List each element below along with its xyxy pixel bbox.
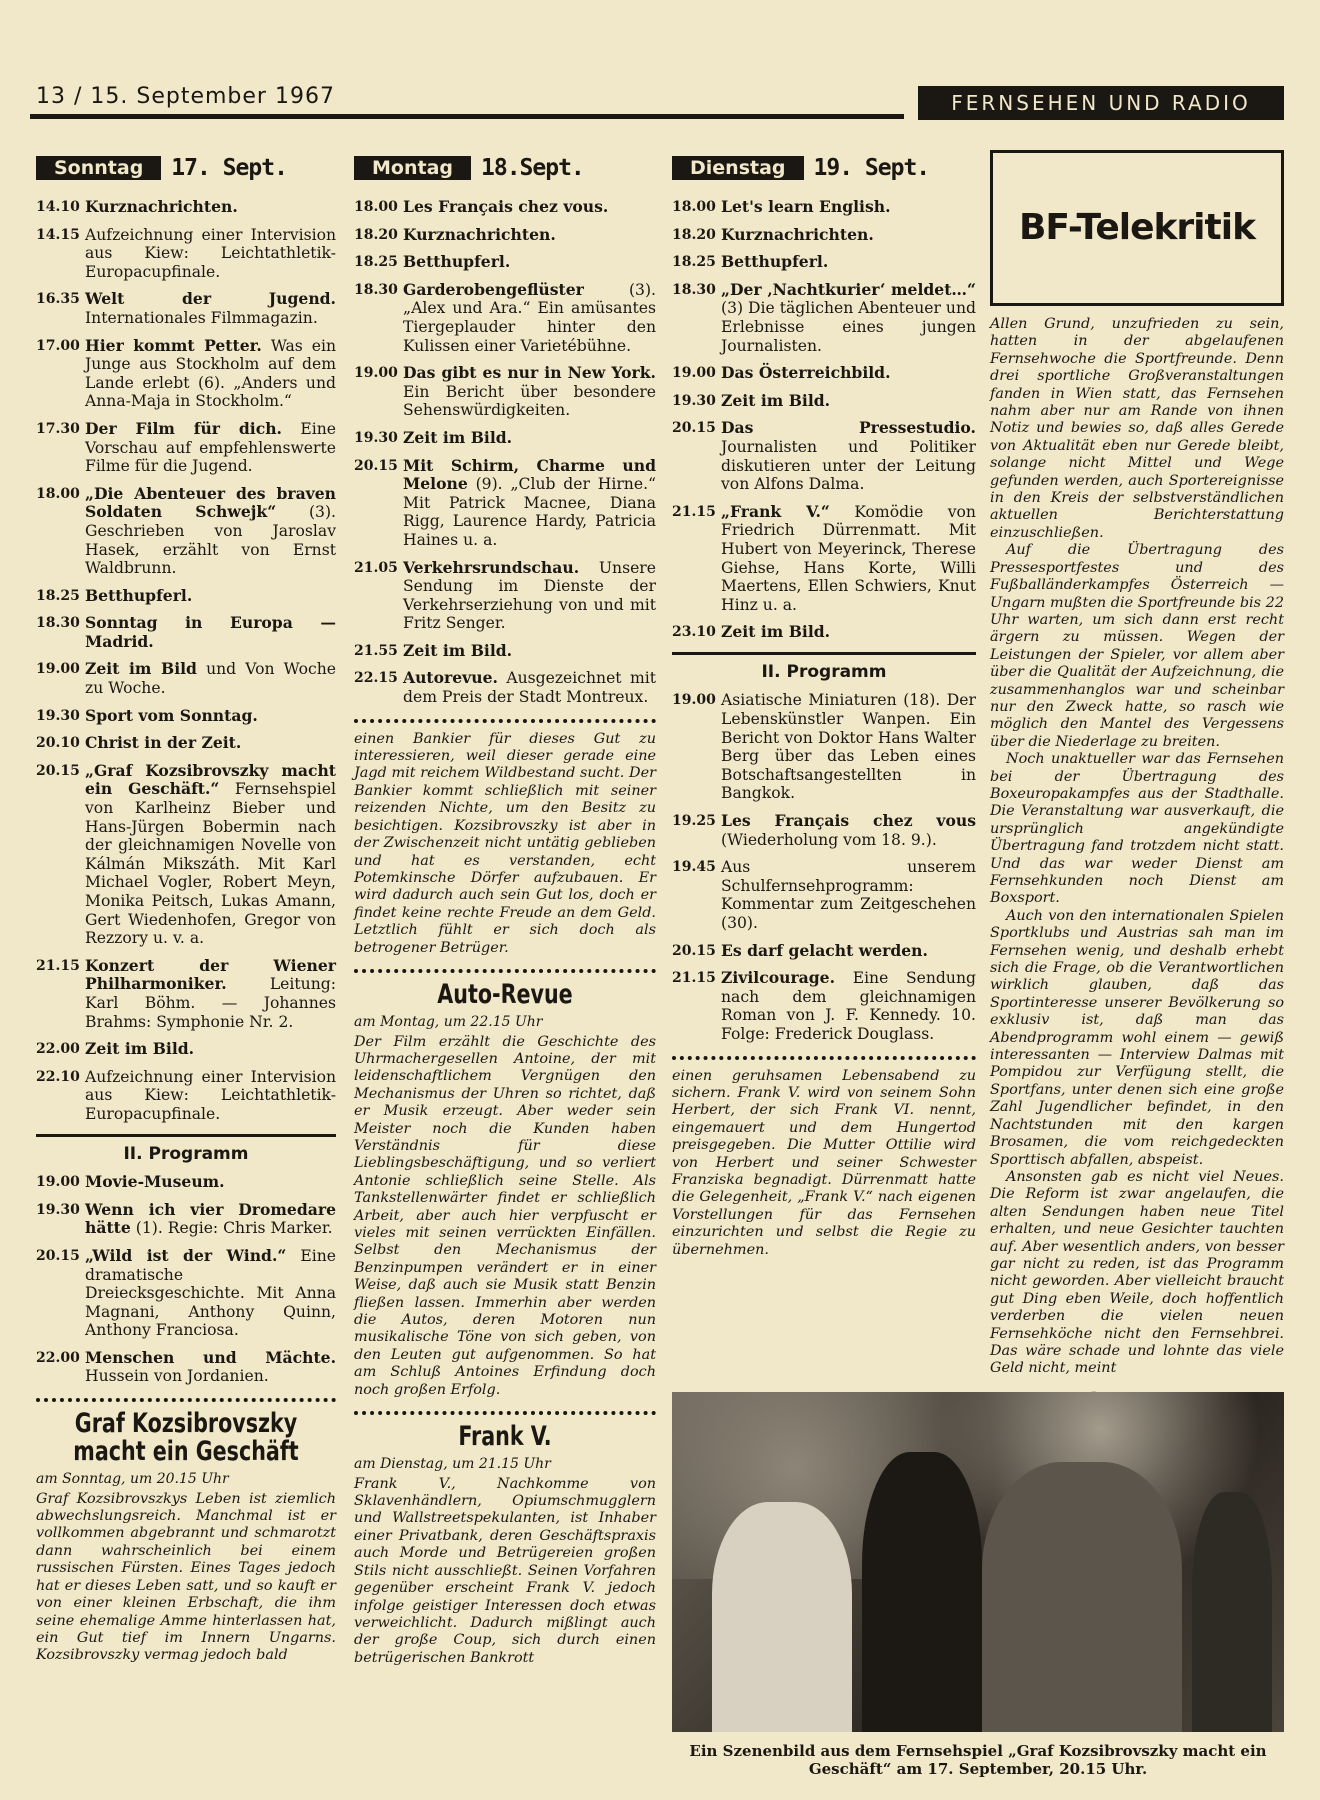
- program-title: Das gibt es nur in New York.: [403, 363, 656, 383]
- program-description: [721, 503, 976, 615]
- program-title: Welt der Jugend.: [85, 289, 336, 309]
- day-badge: Dienstag: [672, 156, 804, 181]
- program-title: Das Pressestudio.: [721, 418, 976, 438]
- program-title: Kurznachrichten.: [403, 224, 556, 244]
- program-description: [721, 226, 976, 245]
- telekritik-paragraph: Auch von den internationalen Spielen Sportklubs und Austrias sah man im Fernsehen wenig, und deshalb erhebt sich die Frage, ob die Verantwortlichen wirklich glauben, daß das Sportinteresse unserer Bevölkerung so exklusiv ist, daß man das Abendprogramm wohl einem — gewiß interessanten — Interview Dalmas mit Pompidou zur Verfügung stellt, die Sportfans, unter denen sich eine große Zahl Jugendlicher befindet, in den Nachtstunden mit den kargen Brosamen, die vom reichgedeckten Sporttisch abfallen, abspeist.: [990, 907, 1284, 1168]
- article-continuation-graf: einen Bankier für dieses Gut zu interessieren, weil dieser gerade eine Jagd mit reichem Wildbestand sucht. Der Bankier kommt schließlich mit seiner reizenden Nichte, um den Besitz zu besichtigen. Kozsibrovszky ist aber in der Zwischenzeit nicht untätig geblieben und hat es verstanden, echt Potemkinsche Dörfer aufzubauen. Er wird dadurch auch sein Gut los, doch er findet keine rechte Freude an dem Geld. Letztlich fühlt er sich doch als betrogener Betrüger.: [354, 730, 656, 956]
- program-time: 19.00: [36, 661, 80, 678]
- program-title: Zeit im Bild.: [85, 1039, 195, 1059]
- program-description: [85, 226, 336, 282]
- program-entry: [36, 1040, 336, 1059]
- program-title: „Die Abenteuer des braven Soldaten Schwejk“: [85, 483, 336, 522]
- program-description: [403, 198, 656, 217]
- program-description: [85, 734, 336, 753]
- program-description: [85, 337, 336, 411]
- program-time: 19.00: [36, 1174, 80, 1191]
- program-details: Was ein Junge aus Stockholm auf dem Lande erlebt (6). „Anders und Anna-Maja in Stockholm.“: [85, 336, 337, 411]
- dotted-divider: [354, 969, 656, 973]
- program-description: [403, 364, 656, 420]
- program-description: [403, 253, 656, 272]
- program-title: Let's learn English.: [721, 197, 891, 216]
- program-time: 18.20: [354, 226, 398, 243]
- program-time: 17.30: [36, 420, 80, 437]
- program-time: 21.15: [36, 957, 80, 974]
- article-dateline-frank: am Dienstag, um 21.15 Uhr: [354, 1456, 551, 1473]
- program-details: Aufzeichnung einer Intervision aus Kiew: Leichtathletik-Europacupfinale.: [85, 1067, 336, 1123]
- program-title: „Der ‚Nachtkurier‘ meldet…“: [721, 279, 976, 299]
- program-title: „Frank V.“: [721, 501, 830, 521]
- program-title: Betthupferl.: [403, 252, 511, 272]
- program-time: 22.15: [354, 670, 398, 687]
- program-entry: [36, 734, 336, 753]
- program-time: 19.30: [672, 392, 716, 409]
- program-title: Betthupferl.: [721, 252, 829, 272]
- program-description: [85, 290, 336, 327]
- program-entry: [672, 281, 976, 355]
- program-entry: [36, 660, 336, 697]
- article-continuation-frank: einen geruhsamen Lebensabend zu sichern. Frank V. wird von seinem Sohn Herbert, der sich Frank VI. nennt, eingemauert und dem Hungertod preisgegeben. Die Mutter Ottilie wird von Herbert und seiner Schwester Franziska begnadigt. Dürrenmatt hatte die Gelegenheit, „Frank V.“ nach eigenen Vorstellungen für das Fernsehen einzurichten und selbst die Regie zu übernehmen.: [672, 1067, 976, 1258]
- program-entry: [354, 642, 656, 661]
- telekritik-paragraph: Ansonsten gab es nicht viel Neues. Die Reform ist zwar angelaufen, die alten Sendungen haben neue Titel erhalten, und neue Gesichter tauchten auf. Aber wesentlich anders, von besser gar nicht zu reden, ist das Programm nicht geworden. Aber vielleicht braucht gut Ding eben Weile, doch hoffentlich verderben die vielen neuen Fernsehköche nicht den Fernsehbrei. Das wäre schade und lohnte das viele Geld nicht, meint: [990, 1168, 1284, 1377]
- program-time: 21.05: [354, 559, 398, 576]
- program-details: Eine Vorschau auf empfehlenswerte Filme für die Jugend.: [85, 419, 336, 476]
- program-time: 19.00: [354, 365, 398, 382]
- program-entry: [36, 337, 336, 411]
- program-description: [721, 691, 976, 803]
- photo-caption: Ein Szenenbild aus dem Fernsehspiel „Graf Kozsibrovszky macht ein Geschäft“ am 17. September, 20.15 Uhr.: [689, 1742, 1267, 1778]
- program-details: Hussein von Jordanien.: [85, 1367, 269, 1386]
- program-details: (9). „Club der Hirne.“ Mit Patrick Macnee, Diana Rigg, Laurence Hardy, Patricia Haines u. a.: [403, 475, 656, 549]
- dotted-divider: [672, 1056, 976, 1060]
- program-description: [721, 419, 976, 493]
- header-rule: [30, 114, 904, 119]
- program-description: [85, 762, 336, 948]
- article-text-auto: Der Film erzählt die Geschichte des Uhrmachergesellen Antoine, der mit leidenschaftlichem Vergnügen den Mechanismus der Uhren so richtet, daß er Musik erzeugt. Aber weder sein Meister noch die Kunden haben Verständnis für diese Lieblingsbeschäftigung, und so verliert Antonie schließlich seine Stelle. Als Tankstellenwärter findet er schließlich Arbeit, aber auch hier verpfuscht er vieles mit seinen verrückten Einfällen. Selbst den Mechanismus der Benzinpumpen verändert er in einer Weise, daß auch sie Musik statt Benzin fließen lassen. Immerhin aber werden die Autos, deren Motoren nun musikalische Töne von sich geben, von den Leuten gut aufgenommen. So hat am Schluß Antoines Erfindung doch noch großen Erfolg.: [354, 1033, 656, 1398]
- program-description: [403, 642, 656, 661]
- article-text-frank: Frank V., Nachkomme von Sklavenhändlern, Opiumschmugglern und Wallstreetspekulanten, ist Inhaber einer Privatbank, deren Geschäftspraxis auch Morde und Betrügereien großen Stils nicht ausschließt. Seinen Vorfahren gegenüber erscheint Frank V. jedoch infolge geistiger Interessen doch etwas verweichlicht. Dadurch mißlingt auch der große Coup, sich durch einen betrügerischen Bankrott: [354, 1475, 656, 1666]
- dotted-divider: [36, 1398, 336, 1402]
- program-time: 20.15: [36, 762, 80, 779]
- column-sunday: [36, 150, 336, 1665]
- program-details: (1). Regie: Chris Marker.: [135, 1219, 333, 1238]
- program-description: [403, 669, 656, 706]
- program-title: Zivilcourage.: [721, 968, 836, 988]
- program-entry: [36, 1173, 336, 1192]
- program-description: [85, 1349, 336, 1386]
- program-title: Zeit im Bild.: [721, 390, 831, 410]
- program-time: 19.45: [672, 859, 716, 876]
- photo-figure-uniform: [862, 1452, 982, 1732]
- program-title: Zeit im Bild.: [403, 427, 513, 447]
- program-entry: [672, 858, 976, 932]
- scene-photo: [672, 1392, 1284, 1732]
- program-time: 18.00: [354, 199, 398, 215]
- program-details: (3). Geschrieben von Jaroslav Hasek, erzählt von Ernst Waldbrunn.: [85, 503, 336, 578]
- program-entry: [672, 253, 976, 272]
- program-entry: [354, 669, 656, 706]
- program-title: Garderobengeflüster: [403, 279, 584, 299]
- program-entry: [36, 1247, 336, 1340]
- program-entry: [354, 198, 656, 217]
- program-description: [403, 429, 656, 448]
- article-title-auto: Auto-Revue: [437, 978, 573, 1010]
- program-title: „Graf Kozsibrovszky macht ein Geschäft.“: [85, 760, 336, 799]
- photo-figure-background: [1192, 1492, 1272, 1732]
- article-title-frank: Frank V.: [458, 1421, 552, 1453]
- program-entry: [672, 942, 976, 961]
- program-details: (Wiederholung vom 18. 9.).: [721, 830, 937, 849]
- program-title: Sonntag in Europa — Madrid.: [85, 613, 336, 651]
- program-time: 19.30: [36, 707, 80, 724]
- program-description: [721, 858, 976, 932]
- column-tuesday: [672, 150, 976, 1259]
- program-title: Konzert der Wiener Philharmoniker.: [85, 955, 336, 994]
- day-header-tuesday: [672, 150, 976, 186]
- program-list-tuesday-2: [672, 691, 976, 1043]
- program-entry: [354, 226, 656, 245]
- program-title: Betthupferl.: [85, 585, 193, 605]
- program-time: 22.10: [36, 1068, 80, 1085]
- program-description: [85, 957, 336, 1031]
- program-entry: [354, 364, 656, 420]
- program-time: 19.00: [672, 365, 716, 382]
- program-title: Autorevue.: [403, 668, 498, 688]
- program-entry: [672, 392, 976, 411]
- program-list-sunday-2: [36, 1173, 336, 1386]
- program-title: Hier kommt Petter.: [85, 335, 262, 355]
- telekritik-paragraph: Auf die Übertragung des Pressesportfestes und des Fußballänderkampfes Österreich — Ungarn mußten die Sportfreunde bis 22 Uhr warten, um sich dann erst recht ärgern zu müssen. Wegen der Leistungen der Spieler, vor allem aber über die Qualität der Aufzeichnung, die zusammenhanglos war und scheinbar nur den Zweck hatte, so rasch wie möglich den Mantel des Vergessens über die Niederlage zu breiten.: [990, 542, 1284, 750]
- program-title: Les Français chez vous: [721, 811, 976, 831]
- telekritik-paragraph: Allen Grund, unzufrieden zu sein, hatten in der abgelaufenen Fernsehwoche die Sportfreunde. Denn drei sportliche Großveranstaltungen fanden in Wien statt, das Fernsehen nahm aber nur am Rande von ihnen Notiz und bewies so, daß alles Gerede von Aktualität eben nur Gerede bleibt, solange nicht Mittel und Wege gefunden werden, auch Sportereignisse in den Kreis der selbstverständlichen aktuellen Berichterstattung einzuschließen.: [990, 316, 1284, 541]
- program-details: und Von Woche zu Woche.: [85, 660, 336, 698]
- program-entry: [354, 253, 656, 272]
- program-time: 19.30: [354, 429, 398, 446]
- program-details: Aus unserem Schulfernsehprogramm: Kommentar zum Zeitgeschehen (30).: [721, 858, 976, 932]
- program-entry: [36, 707, 336, 726]
- program-description: [85, 1040, 336, 1059]
- program-time: 18.30: [672, 281, 716, 298]
- article-text-graf: Graf Kozsibrovszkys Leben ist ziemlich abwechslungsreich. Manchmal ist er vollkommen abgebrannt und schmarotzt dann wahrscheinlich bei einem russischen Fürsten. Eines Tages jedoch hat er dieses Leben satt, und so kauft er von einer kleinen Erbschaft, die ihm seine ehemalige Amme hinterlassen hat, ein Gut tief im Innern Ungarns. Kozsibrovszky vermag jedoch bald: [36, 1490, 336, 1664]
- dotted-divider: [354, 719, 656, 723]
- program-details: Komödie von Friedrich Dürrenmatt. Mit Hubert von Meyerinck, Therese Giehse, Hans Korte, Willi Maertens, Ellen Schwiers, Knut Hinz u. a.: [721, 502, 976, 614]
- program-time: 21.15: [672, 503, 716, 520]
- program-title: Zeit im Bild.: [403, 640, 513, 660]
- program-entry: [354, 429, 656, 448]
- program-details: Aufzeichnung einer Intervision aus Kiew: Leichtathletik-Europacupfinale.: [85, 225, 336, 281]
- program-entry: [672, 364, 976, 383]
- program-time: 20.10: [36, 735, 80, 752]
- day-date: 18.Sept.: [481, 154, 584, 181]
- program-time: 19.00: [672, 692, 716, 709]
- program-details: Ausgezeichnet mit dem Preis der Stadt Montreux.: [403, 669, 656, 707]
- program-entry: [672, 969, 976, 1043]
- program-description: [85, 1201, 336, 1238]
- program-title: Christ in der Zeit.: [85, 733, 242, 753]
- article-dateline-auto: am Montag, um 22.15 Uhr: [354, 1013, 543, 1030]
- program-time: 18.00: [36, 485, 80, 502]
- program-description: [721, 364, 976, 383]
- program-entry: [672, 623, 976, 642]
- program-title: Zeit im Bild: [85, 659, 197, 679]
- program-entry: [36, 1068, 336, 1124]
- program-entry: [672, 198, 976, 217]
- program-description: [721, 969, 976, 1043]
- telekritik-title-box: BF-Telekritik: [990, 150, 1284, 306]
- program-title: Kurznachrichten.: [721, 224, 874, 244]
- day-header-monday: [354, 150, 656, 186]
- program-entry: [36, 290, 336, 327]
- program-description: [85, 587, 336, 606]
- program-entry: [36, 1201, 336, 1238]
- program-entry: [36, 762, 336, 948]
- program-time: 16.35: [36, 291, 80, 308]
- program-title: Les Français chez vous.: [403, 197, 609, 216]
- program-entry: [354, 559, 656, 633]
- day-date: 17. Sept.: [171, 154, 287, 181]
- program-time: 18.25: [354, 254, 398, 271]
- photo-figure-woman: [712, 1502, 852, 1732]
- program-time: 22.00: [36, 1349, 80, 1366]
- program-time: 18.20: [672, 226, 716, 243]
- program-description: [721, 281, 976, 355]
- program-title: Das Österreichbild.: [721, 363, 891, 383]
- program-details: Eine Sendung nach dem gleichnamigen Roman von J. F. Kennedy. 10. Folge: Frederick Douglass.: [721, 969, 976, 1043]
- program-details: (3). „Alex und Ara.“ Ein amüsantes Tiergeplauder hinter den Kulissen einer Varietébühne.: [403, 280, 656, 355]
- program-time: 22.00: [36, 1041, 80, 1058]
- program-time: 20.15: [354, 457, 398, 474]
- program-time: 18.00: [672, 199, 716, 215]
- program-list-monday: [354, 198, 656, 707]
- program-time: 23.10: [672, 624, 716, 641]
- program-time: 14.15: [36, 226, 80, 243]
- day-badge: Montag: [354, 156, 471, 181]
- program-description: [721, 392, 976, 411]
- program-time: 18.30: [36, 615, 80, 632]
- program-description: [85, 707, 336, 726]
- program-title: Wenn ich vier Dromedare hätte: [85, 1199, 336, 1238]
- program-description: [85, 660, 336, 697]
- program-entry: [672, 226, 976, 245]
- program-details: Ein Bericht über besondere Sehenswürdigkeiten.: [403, 382, 656, 420]
- program-time: 20.15: [672, 420, 716, 437]
- program-title: „Wild ist der Wind.“: [85, 1245, 287, 1265]
- telekritik-paragraph: Noch unaktueller war das Fernsehen bei der Übertragung des Boxeuropakampfes aus der Stadthalle. Die Veranstaltung war ausverkauft, die ursprünglich angekündigte Übertragung fand trotzdem nicht statt. Und das war weder Dienst am Fernsehkunden noch Dienst am Boxsport.: [990, 751, 1284, 907]
- program-time: 20.15: [36, 1247, 80, 1264]
- program-details: Leitung: Karl Böhm. — Johannes Brahms: Symphonie Nr. 2.: [85, 975, 336, 1031]
- program-title: Zeit im Bild.: [721, 622, 831, 642]
- column-telekritik: [990, 150, 1284, 1416]
- program-entry: [672, 419, 976, 493]
- program-title: Movie-Museum.: [85, 1172, 225, 1192]
- program-title: Der Film für dich.: [85, 418, 282, 438]
- program-description: [85, 1068, 336, 1124]
- column-monday: [354, 150, 656, 1667]
- program-entry: [36, 957, 336, 1031]
- program-2-heading: II. Programm: [672, 652, 976, 682]
- program-entry: [36, 420, 336, 476]
- program-details: Unsere Sendung im Dienste der Verkehrserziehung von und mit Fritz Senger.: [403, 558, 656, 633]
- program-time: 19.30: [36, 1201, 80, 1218]
- program-entry: [36, 485, 336, 578]
- day-badge: Sonntag: [36, 156, 161, 181]
- program-description: [721, 812, 976, 849]
- program-entry: [354, 457, 656, 550]
- program-time: 18.25: [36, 587, 80, 604]
- program-title: Es darf gelacht werden.: [721, 940, 928, 960]
- program-details: Journalisten und Politiker diskutieren unter der Leitung von Alfons Dalma.: [721, 437, 976, 494]
- article-title-graf: Graf Kozsibrovszky macht ein Geschäft: [73, 1408, 299, 1468]
- program-details: Asiatische Miniaturen (18). Der Lebenskünstler Wanpen. Ein Bericht von Doktor Hans Walter Berg über das Leben eines Botschaftsangestellten in Bangkok.: [721, 691, 976, 803]
- program-description: [85, 420, 336, 476]
- program-title: Menschen und Mächte.: [85, 1347, 336, 1367]
- program-description: [403, 281, 656, 355]
- program-entry: [36, 614, 336, 651]
- program-description: [721, 623, 976, 642]
- program-details: (3) Die täglichen Abenteuer und Erlebnisse eines jungen Journalisten.: [721, 299, 977, 355]
- program-entry: [36, 587, 336, 606]
- section-title: FERNSEHEN UND RADIO: [918, 86, 1284, 120]
- day-header-sunday: [36, 150, 336, 186]
- program-description: [85, 1247, 336, 1340]
- program-details: Eine dramatische Dreiecksgeschichte. Mit Anna Magnani, Anthony Quinn, Anthony Franciosa.: [85, 1246, 336, 1340]
- program-description: [721, 198, 976, 217]
- program-entry: [36, 226, 336, 282]
- program-description: [85, 198, 336, 217]
- program-description: [85, 485, 336, 578]
- dotted-divider: [354, 1411, 656, 1415]
- program-description: [403, 457, 656, 550]
- program-time: 17.00: [36, 337, 80, 354]
- program-details: Internationales Filmmagazin.: [85, 308, 318, 327]
- page-number-date: 13 / 15. September 1967: [36, 84, 335, 109]
- program-entry: [672, 812, 976, 849]
- program-time: 21.55: [354, 642, 398, 659]
- program-entry: [354, 281, 656, 355]
- program-time: 18.30: [354, 281, 398, 298]
- program-title: Kurznachrichten.: [85, 197, 238, 216]
- day-date: 19. Sept.: [813, 154, 930, 181]
- photo-figure-man-hat: [982, 1462, 1182, 1732]
- program-title: Mit Schirm, Charme und Melone: [403, 455, 656, 494]
- program-time: 18.25: [672, 254, 716, 271]
- program-2-heading: II. Programm: [36, 1134, 336, 1164]
- program-title: Sport vom Sonntag.: [85, 705, 258, 725]
- program-time: 20.15: [672, 942, 716, 959]
- program-list-sunday: [36, 198, 336, 1124]
- program-list-tuesday: [672, 198, 976, 642]
- program-time: 21.15: [672, 970, 716, 987]
- program-time: 14.10: [36, 199, 80, 215]
- program-description: [85, 1173, 336, 1192]
- program-description: [721, 253, 976, 272]
- program-entry: [36, 1349, 336, 1386]
- program-description: [403, 226, 656, 245]
- article-dateline-graf: am Sonntag, um 20.15 Uhr: [36, 1471, 229, 1488]
- program-description: [85, 614, 336, 651]
- program-description: [721, 942, 976, 961]
- program-entry: [36, 198, 336, 217]
- program-entry: [672, 503, 976, 615]
- program-description: [403, 559, 656, 633]
- program-details: Fernsehspiel von Karlheinz Bieber und Hans-Jürgen Bobermin nach der gleichnamigen Novelle von Kálmán Mikszáth. Mit Karl Michael Vogler, Robert Meyn, Monika Peitsch, Lukas Amann, Gert Wiedenhofen, Gregor von Rezzory u. v. a.: [85, 780, 336, 948]
- program-title: Verkehrsrundschau.: [403, 557, 580, 577]
- program-time: 19.25: [672, 813, 716, 830]
- program-entry: [672, 691, 976, 803]
